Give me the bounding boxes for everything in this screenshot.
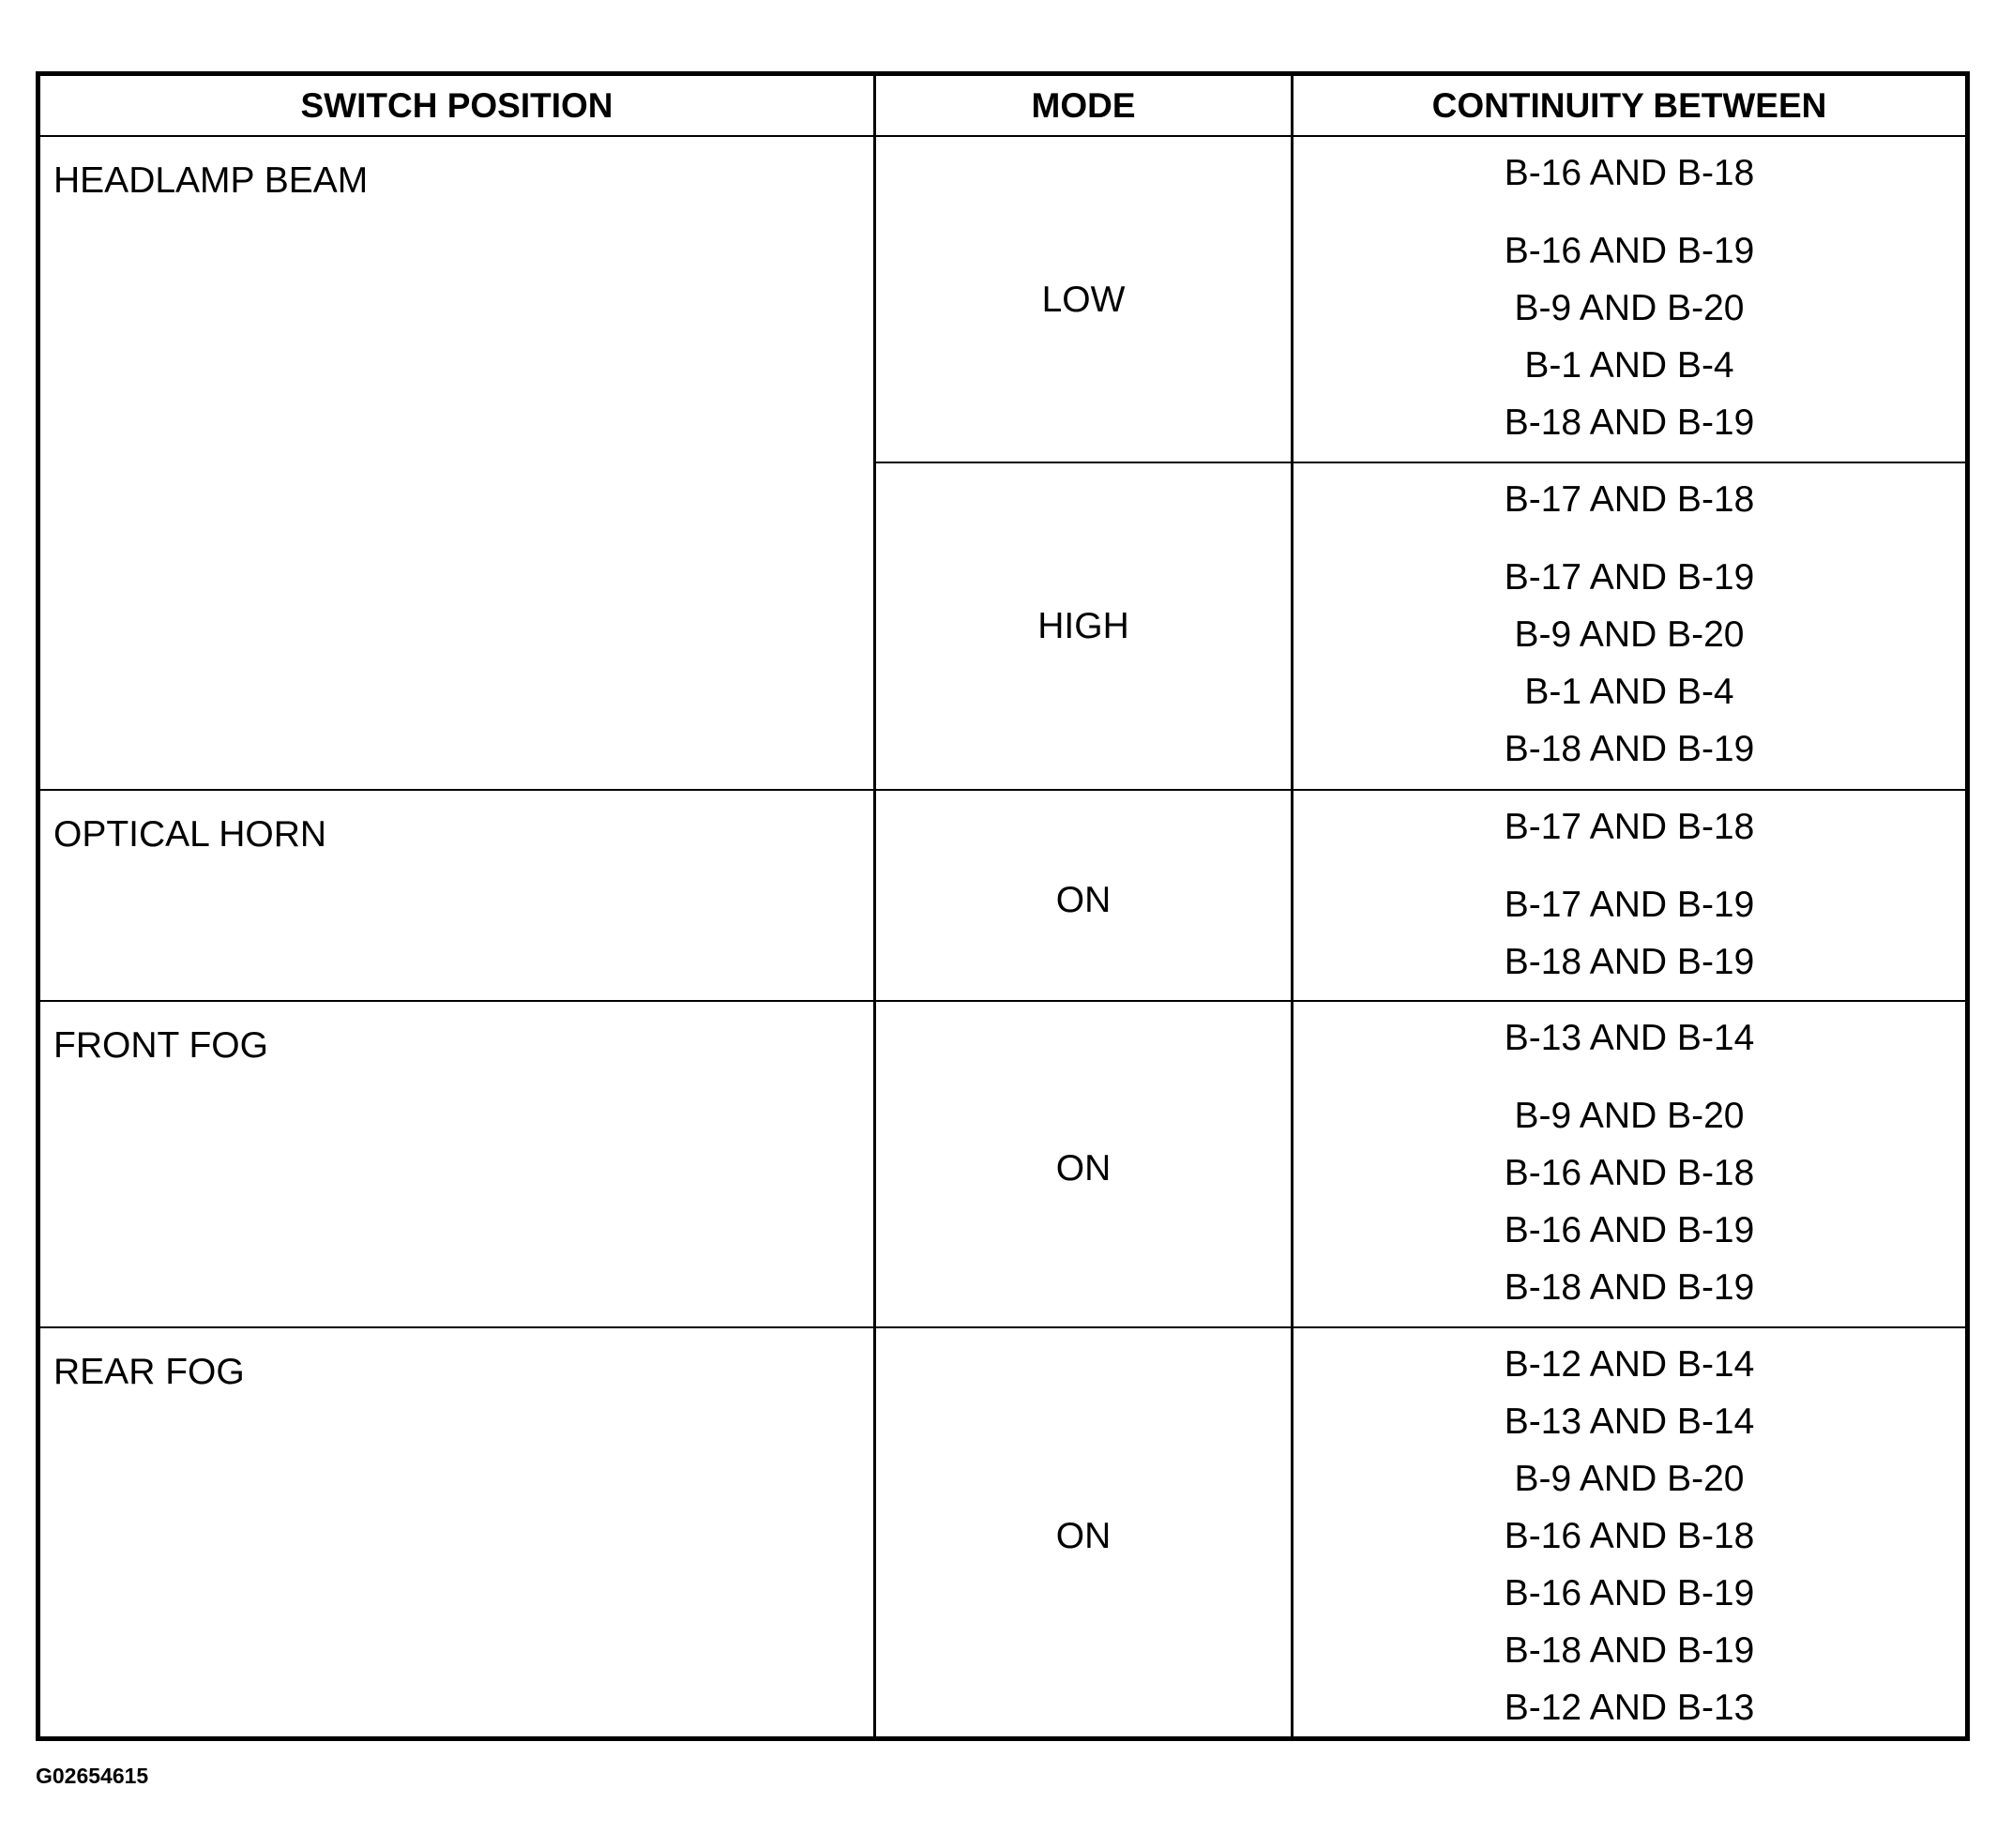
switch-position-cell: REAR FOG: [53, 1352, 245, 1392]
continuity-item: B-17 AND B-18: [1504, 479, 1755, 520]
continuity-item: B-13 AND B-14: [1504, 1401, 1755, 1442]
continuity-item: B-1 AND B-4: [1524, 672, 1734, 712]
continuity-item: B-16 AND B-18: [1504, 1516, 1755, 1556]
continuity-item: B-18 AND B-19: [1504, 942, 1755, 982]
continuity-item: B-1 AND B-4: [1524, 345, 1734, 386]
continuity-list: [1294, 1009, 1965, 1316]
continuity-item: B-16 AND B-19: [1504, 1573, 1755, 1613]
continuity-table: [36, 71, 1970, 1741]
continuity-item: B-9 AND B-20: [1514, 288, 1745, 328]
continuity-cell-optical-horn: [1294, 791, 1965, 1001]
mode-value: ON: [1055, 1516, 1112, 1556]
header-switch-position: SWITCH POSITION: [300, 86, 613, 125]
switch-position-cell: HEADLAMP BEAM: [53, 160, 369, 201]
continuity-cell-high: [1294, 463, 1965, 789]
switch-position-cell: FRONT FOG: [53, 1025, 268, 1066]
continuity-list: [1294, 798, 1965, 991]
continuity-item: B-17 AND B-19: [1504, 885, 1755, 925]
continuity-item: B-17 AND B-18: [1504, 807, 1755, 847]
figure-id: G02654615: [36, 1764, 149, 1788]
mode-value: LOW: [1041, 280, 1126, 320]
header-mode: MODE: [1031, 86, 1136, 125]
continuity-item: B-9 AND B-20: [1514, 1459, 1745, 1499]
continuity-list: [1294, 1336, 1965, 1736]
continuity-list: [1294, 144, 1965, 451]
mode-value: ON: [1055, 1148, 1112, 1189]
continuity-item: B-18 AND B-19: [1504, 1267, 1755, 1308]
mode-cell-rear-fog: [876, 1328, 1291, 1736]
continuity-item: B-16 AND B-19: [1504, 231, 1755, 271]
continuity-cell-front-fog: [1294, 1002, 1965, 1327]
continuity-cell-rear-fog: [1294, 1328, 1965, 1736]
switch-position-cell: OPTICAL HORN: [53, 814, 327, 855]
continuity-list: [1294, 471, 1965, 778]
continuity-item: B-12 AND B-13: [1504, 1688, 1755, 1728]
mode-value: HIGH: [1037, 606, 1129, 646]
continuity-item: B-12 AND B-14: [1504, 1344, 1755, 1385]
continuity-item: B-16 AND B-18: [1504, 153, 1755, 193]
continuity-item: B-18 AND B-19: [1504, 1630, 1755, 1671]
mode-cell-high: [876, 463, 1291, 789]
continuity-item: B-13 AND B-14: [1504, 1018, 1755, 1058]
continuity-item: B-9 AND B-20: [1514, 614, 1745, 655]
mode-cell-low: [876, 137, 1291, 462]
mode-value: ON: [1055, 880, 1112, 920]
mode-cell-optical-horn: [876, 791, 1291, 1001]
continuity-item: B-18 AND B-19: [1504, 729, 1755, 769]
continuity-item: B-17 AND B-19: [1504, 557, 1755, 598]
table-header: [40, 76, 1965, 136]
continuity-item: B-16 AND B-18: [1504, 1153, 1755, 1193]
header-continuity-between: CONTINUITY BETWEEN: [1431, 86, 1827, 125]
mode-cell-front-fog: [876, 1002, 1291, 1327]
continuity-item: B-16 AND B-19: [1504, 1210, 1755, 1250]
continuity-cell-low: [1294, 137, 1965, 462]
continuity-item: B-18 AND B-19: [1504, 402, 1755, 443]
continuity-item: B-9 AND B-20: [1514, 1096, 1745, 1136]
